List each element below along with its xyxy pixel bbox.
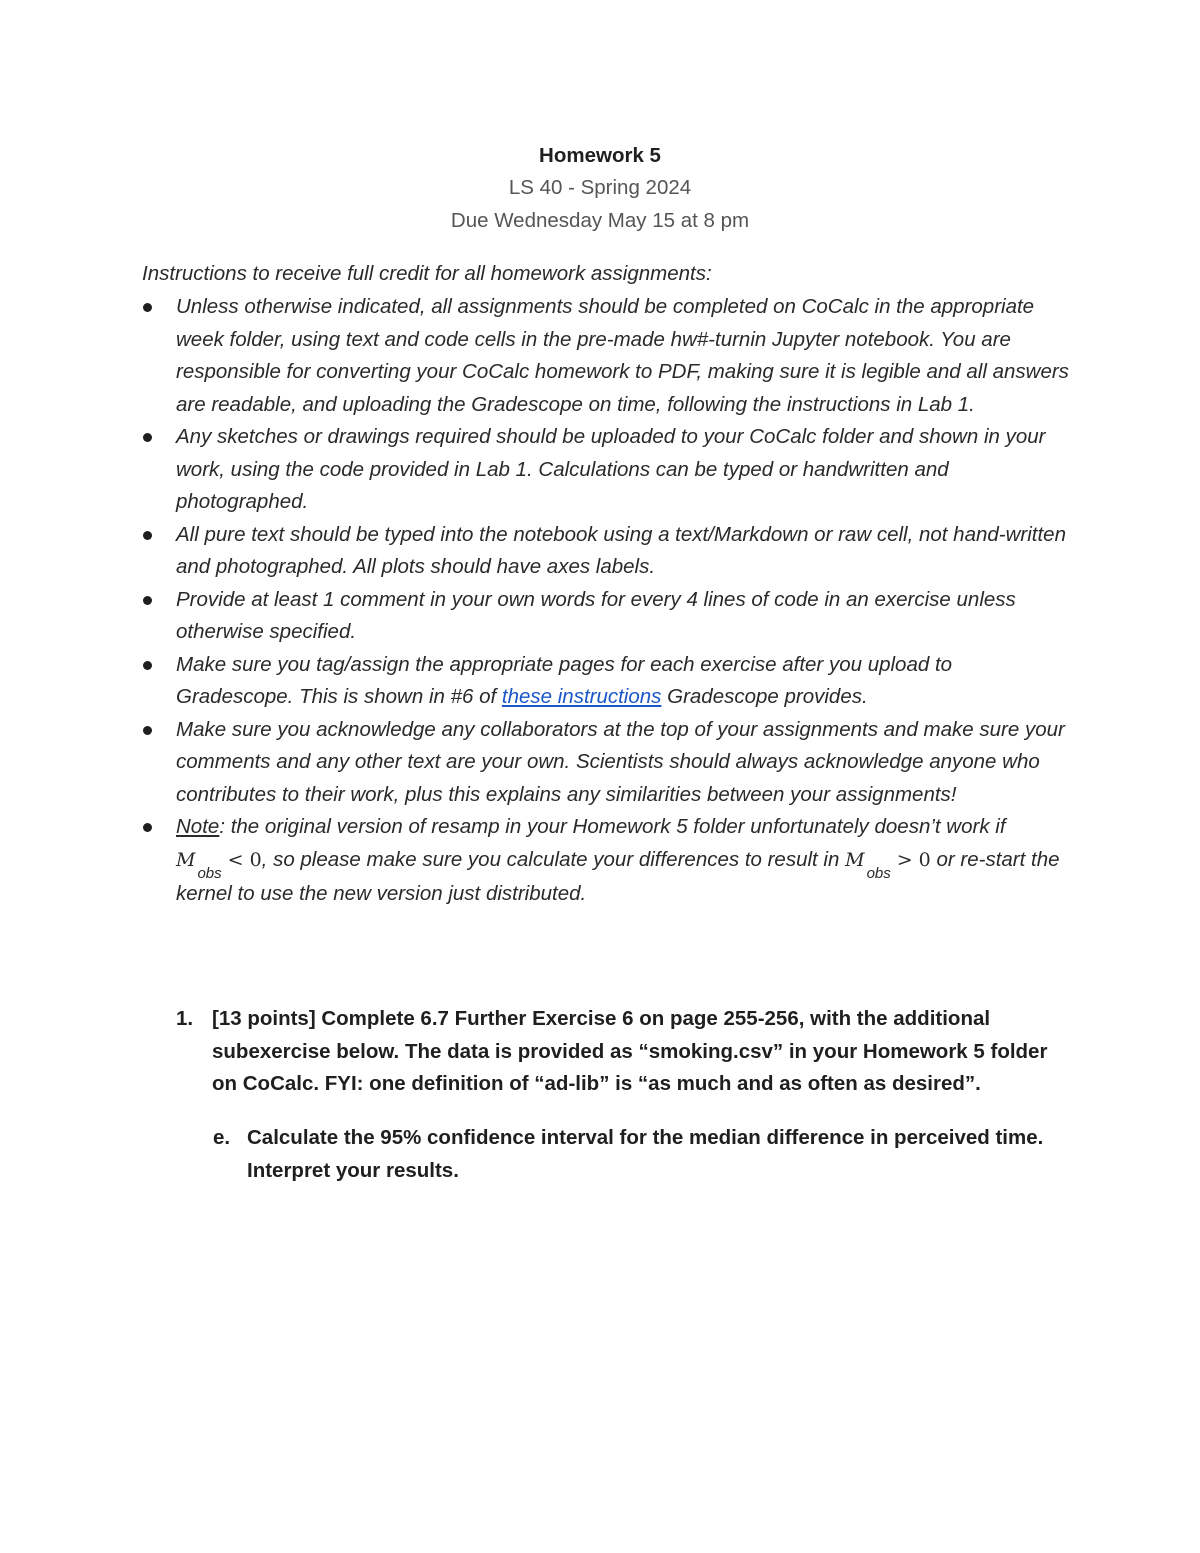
math-subscript: obs xyxy=(866,864,891,882)
instruction-item xyxy=(176,584,1071,649)
page-title: Homework 5 xyxy=(539,144,661,167)
bullet-icon xyxy=(143,596,152,605)
math-operator: > xyxy=(896,848,913,871)
instructions-heading: Instructions to receive full credit for all homework assignments: xyxy=(142,262,712,285)
instruction-text: Any sketches or drawings required should be uploaded to your CoCalc folder and shown in your work, using the code provided in Lab 1. Calculations can be typed or handwritten and photographed. xyxy=(176,425,1046,513)
due-date: Due Wednesday May 15 at 8 pm xyxy=(450,209,750,232)
math-variable: M xyxy=(176,848,196,871)
gradescope-instructions-link[interactable]: these instructions xyxy=(501,685,662,708)
math-number: 0 xyxy=(249,848,262,871)
bullet-icon xyxy=(143,303,152,312)
instruction-item xyxy=(176,649,1071,714)
math-number: 0 xyxy=(918,848,931,871)
instruction-item xyxy=(176,714,1071,812)
subexercise-text: Calculate the 95% confidence interval for the median difference in perceived time. Interpret your results. xyxy=(247,1126,1044,1182)
instruction-text: Unless otherwise indicated, all assignments should be completed on CoCalc in the appropriate week folder, using text and code cells in the pre-made hw#-turnin Jupyter notebook. You are responsible for converting your CoCalc homework to PDF, making sure it is legible and all answers are readable, and uploading the Gradescope on time, following the instructions in Lab 1. xyxy=(176,295,1069,416)
instruction-item xyxy=(176,519,1071,584)
exercise-text: [13 points] Complete 6.7 Further Exercise 6 on page 255-256, with the additional subexercise below. The data is provided as “smoking.csv” in your Homework 5 folder on CoCalc. FYI: one definition of “ad-lib” is “as much and as often as desired”. xyxy=(212,1007,1048,1095)
math-variable: M xyxy=(845,848,865,871)
subexercise-e xyxy=(213,1122,1073,1187)
math-subscript: obs xyxy=(197,864,222,882)
bullet-icon xyxy=(143,726,152,735)
instruction-text: Provide at least 1 comment in your own words for every 4 lines of code in an exercise unless otherwise specified. xyxy=(176,587,1016,643)
instruction-text: All pure text should be typed into the notebook using a text/Markdown or raw cell, not hand-written and photographed. All plots should have axes labels. xyxy=(176,522,1066,578)
instruction-text: Make sure you tag/assign the appropriate pages for each exercise after you upload to Gradescope. This is shown in #6 of xyxy=(176,652,953,708)
bullet-icon xyxy=(143,433,152,442)
instruction-item xyxy=(176,811,1071,911)
note-label: Note xyxy=(176,815,220,838)
note-text: : the original version of resamp in your Homework 5 folder unfortunately doesn’t work if xyxy=(219,815,1006,838)
bullet-icon xyxy=(143,661,152,670)
subexercise-letter: e. xyxy=(213,1126,231,1149)
instruction-item xyxy=(176,421,1071,519)
note-text: , so please make sure you calculate your differences to result in xyxy=(261,847,846,871)
bullet-icon xyxy=(143,531,152,540)
course-subtitle: LS 40 - Spring 2024 xyxy=(508,176,692,199)
exercise-number: 1. xyxy=(176,1007,194,1030)
instruction-item xyxy=(176,291,1071,421)
bullet-icon xyxy=(143,823,152,832)
note-text: or re-start the kernel to use the new version just distributed. xyxy=(176,847,1060,905)
instruction-text: Make sure you acknowledge any collaborators at the top of your assignments and make sure your comments and any other text are your own. Scientists should always acknowledge anyone who contributes to their work, plus this explains any similarities between your assignments! xyxy=(176,717,1065,806)
exercise-1 xyxy=(176,1003,1076,1101)
math-operator: < xyxy=(227,848,244,871)
instruction-text: Gradescope provides. xyxy=(661,685,868,708)
instructions-list xyxy=(176,291,1071,911)
